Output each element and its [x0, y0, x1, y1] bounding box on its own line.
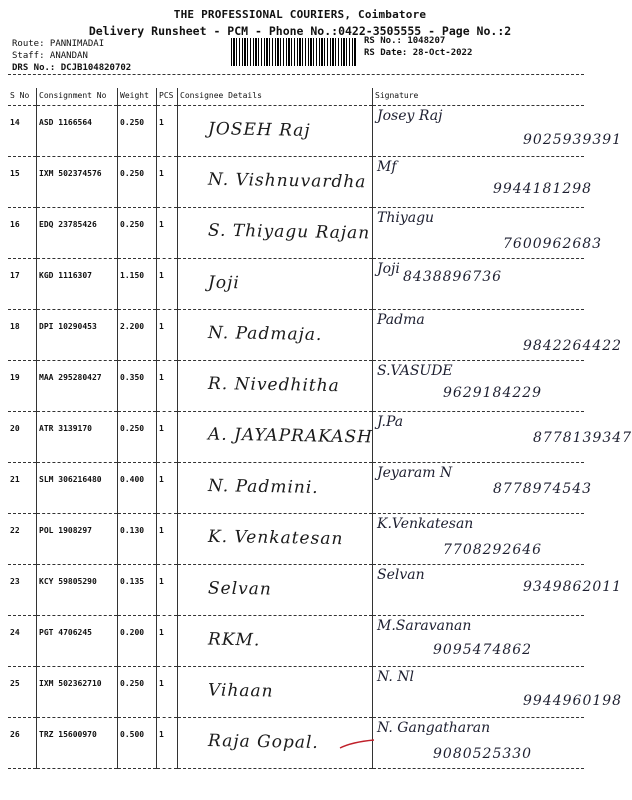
row-weight: 0.200 — [118, 616, 157, 667]
row-consignee-cell — [178, 157, 373, 208]
row-pcs: 1 — [157, 412, 178, 463]
signature-scribble: M.Saravanan — [377, 618, 472, 634]
header-divider — [8, 74, 584, 75]
row-consignment-no: KCY 59805290 — [37, 565, 118, 616]
row-signature-cell — [373, 514, 585, 565]
row-weight: 0.250 — [118, 157, 157, 208]
consignee-handwritten-name: N. Padmini. — [207, 476, 319, 498]
row-consignee-cell — [178, 565, 373, 616]
table-row — [8, 310, 584, 361]
row-consignment-no: IXM 502374576 — [37, 157, 118, 208]
table-row — [8, 208, 584, 259]
table-row — [8, 514, 584, 565]
row-pcs: 1 — [157, 565, 178, 616]
signature-phone-number: 8778139347 — [533, 430, 632, 446]
row-sno: 18 — [10, 322, 20, 331]
row-pcs: 1 — [157, 667, 178, 718]
col-pcs: PCS — [157, 88, 178, 106]
row-signature-cell — [373, 667, 623, 718]
consignee-handwritten-name: Selvan — [207, 578, 273, 600]
row-weight: 2.200 — [118, 310, 157, 361]
row-signature-cell — [373, 463, 593, 514]
row-signature-cell — [373, 310, 623, 361]
row-weight: 0.130 — [118, 514, 157, 565]
row-consignment-no: IXM 502362710 — [37, 667, 118, 718]
drs-label: DRS No.: DCJB104820702 — [12, 63, 132, 73]
row-sno: 22 — [10, 526, 20, 535]
row-consignment-no: EDQ 23785426 — [37, 208, 118, 259]
table-row — [8, 463, 584, 514]
table-row — [8, 565, 584, 616]
row-consignee-cell — [178, 667, 373, 718]
signature-scribble: Josey Raj — [377, 108, 443, 124]
signature-scribble: J.Pa — [377, 414, 404, 430]
row-consignment-no: POL 1908297 — [37, 514, 118, 565]
row-signature-cell — [373, 412, 632, 463]
consignee-handwritten-name: Joji — [207, 272, 240, 294]
table-row — [8, 718, 584, 769]
row-signature-cell — [373, 718, 585, 769]
row-consignee-cell — [178, 208, 373, 259]
table-header-row — [8, 88, 584, 106]
consignee-handwritten-name: Raja Gopal. — [207, 731, 319, 753]
col-weight: Weight — [118, 88, 157, 106]
row-consignee-cell — [178, 616, 373, 667]
col-consignee: Consignee Details — [178, 88, 373, 106]
route-label: Route: PANNIMADAI — [12, 39, 105, 49]
row-consignment-no: SLM 306216480 — [37, 463, 118, 514]
row-weight: 0.135 — [118, 565, 157, 616]
signature-phone-number: 9080525330 — [433, 746, 533, 762]
signature-scribble: Joji — [377, 261, 400, 277]
signature-scribble: N. Nl — [377, 669, 414, 685]
row-pcs: 1 — [157, 259, 178, 310]
row-weight: 0.250 — [118, 208, 157, 259]
signature-phone-number: 9629184229 — [443, 385, 543, 401]
row-pcs: 1 — [157, 514, 178, 565]
table-row — [8, 412, 584, 463]
document-title: THE PROFESSIONAL COURIERS, Coimbatore — [173, 8, 427, 21]
signature-phone-number: 9944181298 — [493, 181, 593, 197]
table-row — [8, 667, 584, 718]
col-sno: S No — [10, 91, 30, 100]
consignee-handwritten-name: N. Padmaja. — [207, 323, 323, 345]
signature-scribble: Jeyaram N — [377, 465, 453, 481]
row-pcs: 1 — [157, 361, 178, 412]
consignee-handwritten-name: K. Venkatesan — [207, 526, 344, 550]
row-sno: 16 — [10, 220, 20, 229]
consignee-handwritten-name: Vihaan — [207, 680, 274, 702]
table-row — [8, 259, 584, 310]
row-consignee-cell — [178, 514, 373, 565]
route-info — [12, 38, 131, 74]
row-pcs: 1 — [157, 157, 178, 208]
row-signature-cell — [373, 157, 593, 208]
signature-phone-number: 7600962683 — [503, 236, 603, 252]
row-pcs: 1 — [157, 208, 178, 259]
signature-scribble: Padma — [377, 312, 425, 328]
row-sno: 20 — [10, 424, 20, 433]
table-row — [8, 616, 584, 667]
row-pcs: 1 — [157, 463, 178, 514]
row-signature-cell — [373, 259, 585, 310]
signature-scribble: Mf — [377, 159, 397, 175]
consignee-handwritten-name: RKM. — [207, 629, 261, 651]
consignee-handwritten-name: JOSEH Raj — [207, 119, 311, 141]
row-consignment-no: MAA 295280427 — [37, 361, 118, 412]
signature-scribble: K.Venkatesan — [377, 516, 474, 532]
row-signature-cell — [373, 208, 603, 259]
barcode-image — [231, 38, 356, 66]
signature-scribble: Thiyagu — [377, 210, 435, 226]
row-pcs: 1 — [157, 106, 178, 157]
row-weight: 0.350 — [118, 361, 157, 412]
row-consignment-no: DPI 10290453 — [37, 310, 118, 361]
consignee-handwritten-name: A. JAYAPRAKASH — [207, 424, 374, 448]
row-sno: 17 — [10, 271, 20, 280]
row-consignment-no: ASD 1166564 — [37, 106, 118, 157]
table-row — [8, 361, 584, 412]
pen-mark — [338, 738, 378, 750]
col-signature: Signature — [373, 88, 585, 106]
row-weight: 0.250 — [118, 667, 157, 718]
table-row — [8, 157, 584, 208]
runsheet-table — [8, 88, 632, 769]
signature-scribble: S.VASUDE — [377, 363, 453, 379]
row-sno: 23 — [10, 577, 20, 586]
row-signature-cell — [373, 565, 623, 616]
row-weight: 0.250 — [118, 106, 157, 157]
staff-label: Staff: ANANDAN — [12, 51, 88, 61]
rs-number: RS No.: 1048207 — [364, 36, 446, 46]
row-sno: 25 — [10, 679, 20, 688]
row-pcs: 1 — [157, 616, 178, 667]
signature-phone-number: 8778974543 — [493, 481, 593, 497]
row-sno: 21 — [10, 475, 20, 484]
signature-phone-number: 9349862011 — [523, 579, 623, 595]
row-weight: 0.500 — [118, 718, 157, 769]
row-consignee-cell — [178, 310, 373, 361]
row-sno: 14 — [10, 118, 20, 127]
consignee-handwritten-name: R. Nivedhitha — [207, 373, 340, 397]
row-consignment-no: TRZ 15600970 — [37, 718, 118, 769]
row-weight: 1.150 — [118, 259, 157, 310]
row-consignment-no: KGD 1116307 — [37, 259, 118, 310]
row-sno: 24 — [10, 628, 20, 637]
row-consignee-cell — [178, 106, 373, 157]
row-consignee-cell — [178, 463, 373, 514]
signature-scribble: N. Gangatharan — [377, 720, 491, 736]
row-consignment-no: PGT 4706245 — [37, 616, 118, 667]
signature-phone-number: 9095474862 — [433, 642, 533, 658]
row-consignee-cell — [178, 412, 373, 463]
row-sno: 26 — [10, 730, 20, 739]
row-consignee-cell — [178, 259, 373, 310]
row-consignment-no: ATR 3139170 — [37, 412, 118, 463]
row-signature-cell — [373, 616, 585, 667]
signature-phone-number: 9025939391 — [523, 132, 623, 148]
row-signature-cell — [373, 106, 623, 157]
row-sno: 19 — [10, 373, 20, 382]
row-weight: 0.250 — [118, 412, 157, 463]
row-consignee-cell — [178, 361, 373, 412]
signature-phone-number: 8438896736 — [403, 269, 503, 285]
signature-phone-number: 9944960198 — [523, 693, 623, 709]
row-weight: 0.400 — [118, 463, 157, 514]
table-row — [8, 106, 584, 157]
rs-info — [364, 35, 472, 59]
document-subtitle: Delivery Runsheet - PCM - Phone No.:0422-3505555 - Page No.:2 — [88, 24, 512, 38]
row-pcs: 1 — [157, 718, 178, 769]
row-pcs: 1 — [157, 310, 178, 361]
signature-phone-number: 9842264422 — [523, 338, 623, 354]
col-consignment: Consignment No — [37, 88, 118, 106]
consignee-handwritten-name: N. Vishnuvardha — [207, 169, 367, 193]
rs-date: RS Date: 28-Oct-2022 — [364, 48, 473, 58]
signature-scribble: Selvan — [377, 567, 425, 583]
consignee-handwritten-name: S. Thiyagu Rajan — [207, 220, 371, 244]
row-signature-cell — [373, 361, 585, 412]
signature-phone-number: 7708292646 — [443, 542, 543, 558]
row-sno: 15 — [10, 169, 20, 178]
